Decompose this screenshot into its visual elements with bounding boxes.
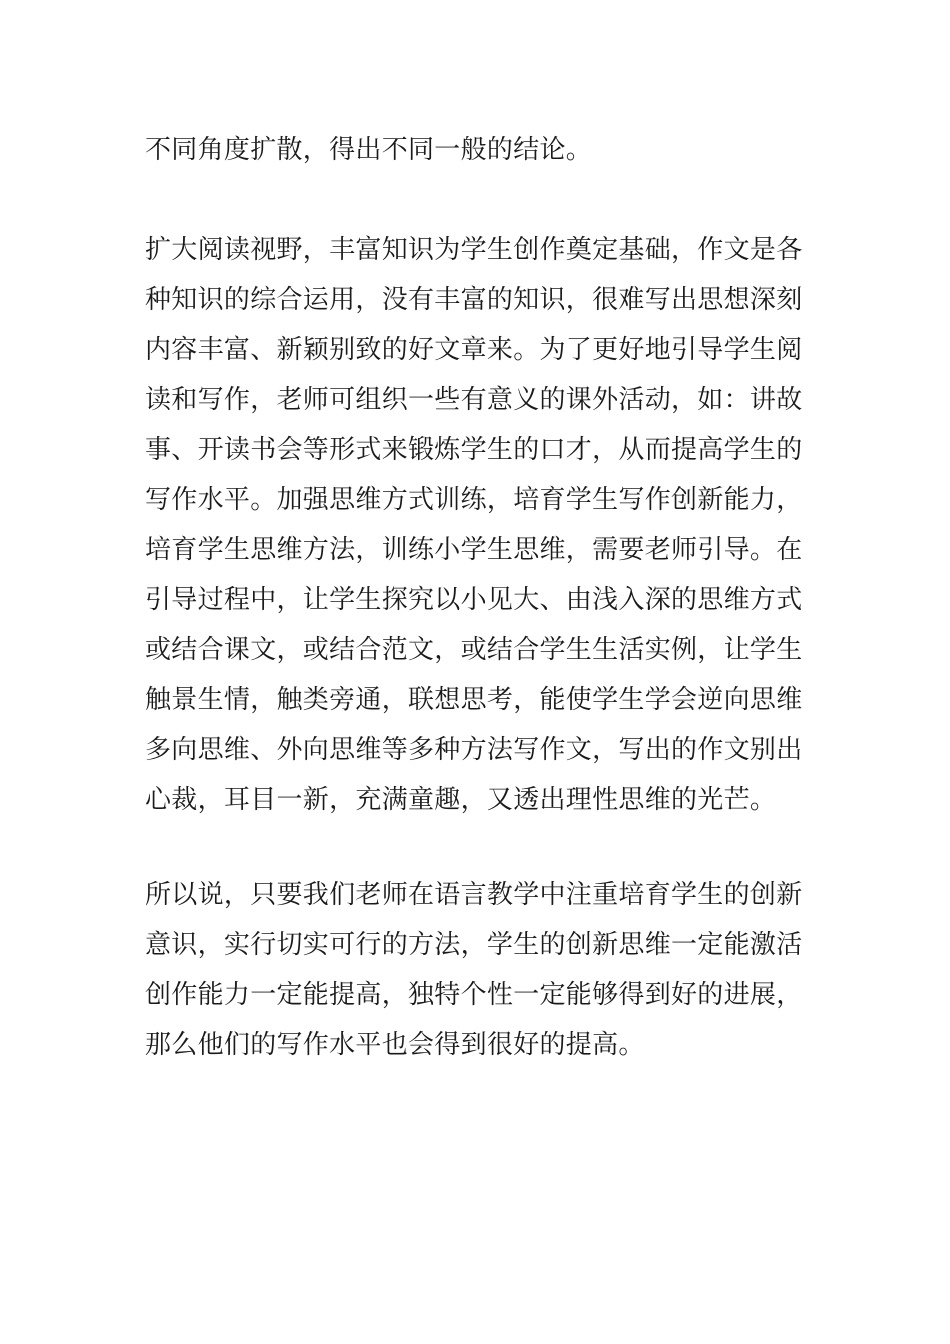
text-line: 读和写作，老师可组织一些有意义的课外活动，如：讲故: [145, 385, 803, 415]
text-line: 引导过程中，让学生探究以小见大、由浅入深的思维方式: [145, 585, 803, 615]
text-line: 事、开读书会等形式来锻炼学生的口才，从而提高学生的: [145, 435, 803, 465]
text-line: 或结合课文，或结合范文，或结合学生生活实例，让学生: [145, 635, 803, 665]
paragraph-2: [145, 225, 810, 825]
text-line: 触景生情，触类旁通，联想思考，能使学生学会逆向思维: [145, 685, 803, 715]
text-line: 心裁，耳目一新，充满童趣，又透出理性思维的光芒。: [145, 785, 777, 815]
text-line: 不同角度扩散，得出不同一般的结论。: [145, 135, 593, 165]
paragraph-1: [145, 125, 810, 175]
text-line: 所以说，只要我们老师在语言教学中注重培育学生的创新: [145, 880, 803, 910]
text-line: 创作能力一定能提高，独特个性一定能够得到好的进展，: [145, 980, 803, 1010]
text-line: 那么他们的写作水平也会得到很好的提高。: [145, 1030, 645, 1060]
text-line: 多向思维、外向思维等多种方法写作文，写出的作文别出: [145, 735, 803, 765]
text-line: 种知识的综合运用，没有丰富的知识，很难写出思想深刻: [145, 285, 803, 315]
text-line: 培育学生思维方法，训练小学生思维，需要老师引导。在: [145, 535, 803, 565]
text-line: 扩大阅读视野，丰富知识为学生创作奠定基础，作文是各: [145, 235, 803, 265]
paragraph-3: [145, 870, 810, 1070]
text-line: 意识，实行切实可行的方法，学生的创新思维一定能激活: [145, 930, 803, 960]
text-line: 写作水平。加强思维方式训练，培育学生写作创新能力，: [145, 485, 803, 515]
text-line: 内容丰富、新颖别致的好文章来。为了更好地引导学生阅: [145, 335, 803, 365]
